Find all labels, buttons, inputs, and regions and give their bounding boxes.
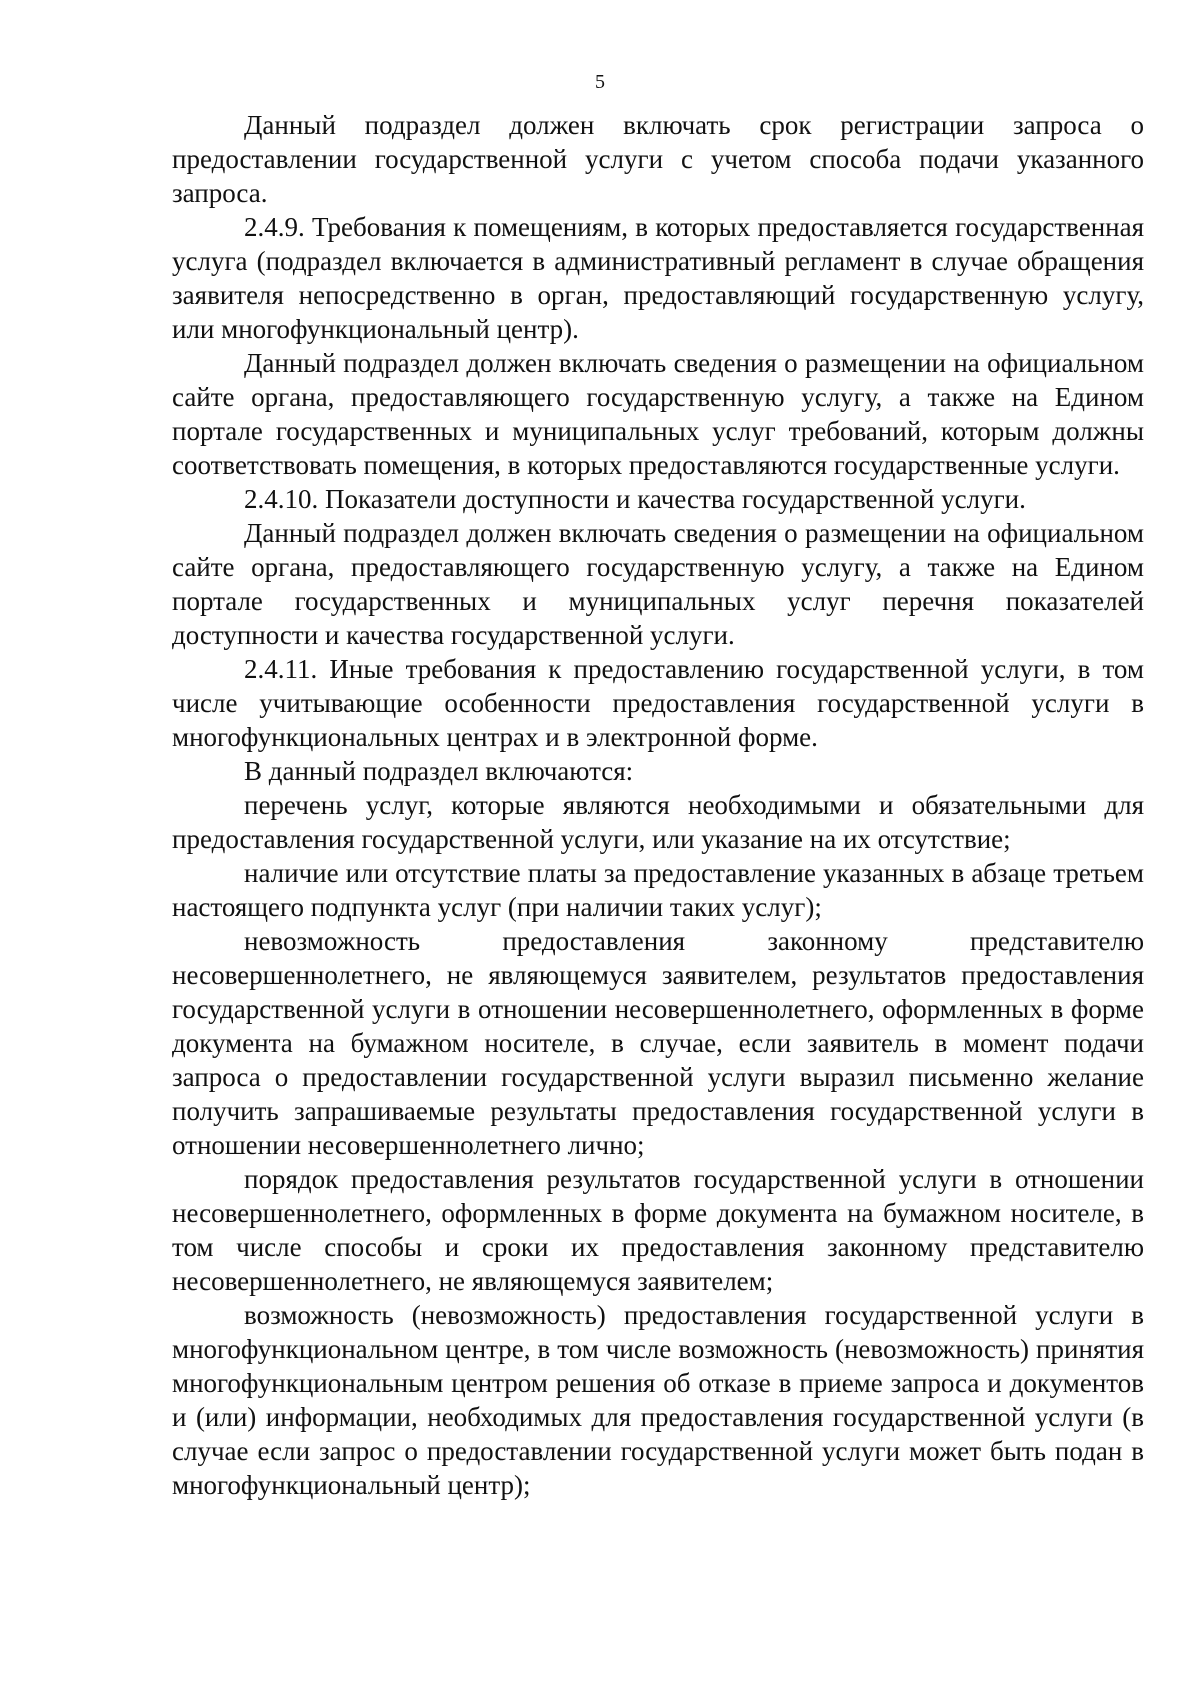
paragraph-subsection-includes: В данный подраздел включаются:	[244, 756, 634, 786]
paragraph-procedure-minor: порядок предоставления результатов государственной услуги в отношении несовершеннолетнего, оформленных в форме документа на бумажном носителе, в том числе способы и сроки их предоставления законному представителю несовершеннолетнего, не являющемуся заявителем;	[172, 1164, 1144, 1296]
paragraph-registration-term: Данный подраздел должен включать срок регистрации запроса о предоставлении государственной услуги с учетом способа подачи указанного запроса.	[172, 110, 1144, 208]
paragraph-2-4-9-heading: 2.4.9. Требования к помещениям, в которых предоставляется государственная услуга (подраздел включается в административный регламент в случае обращения заявителя непосредственно в орган, предоставляющий государственную услугу, или многофункциональный центр).	[172, 212, 1144, 344]
paragraph-2-4-10-heading: 2.4.10. Показатели доступности и качества государственной услуги.	[244, 484, 1026, 514]
paragraph-quality-indicators: Данный подраздел должен включать сведения о размещении на официальном сайте органа, предоставляющего государственную услугу, а также на Едином портале государственных и муниципальных услуг перечня показателей доступности и качества государственной услуги.	[172, 518, 1144, 650]
document-body	[172, 108, 1144, 1502]
paragraph-list-of-services: перечень услуг, которые являются необходимыми и обязательными для предоставления государственной услуги, или указание на их отсутствие;	[172, 790, 1144, 854]
paragraph-fee: наличие или отсутствие платы за предоставление указанных в абзаце третьем настоящего подпункта услуг (при наличии таких услуг);	[172, 858, 1144, 922]
paragraph-impossibility-minor: невозможность предоставления законному представителю несовершеннолетнего, не являющемуся заявителем, результатов предоставления государственной услуги в отношении несовершеннолетнего, оформленных в форме документа на бумажном носителе, в случае, если заявитель в момент подачи запроса о предоставлении государственной услуги выразил письменно желание получить запрашиваемые результаты предоставления государственной услуги в отношении несовершеннолетнего лично;	[172, 926, 1144, 1160]
paragraph-2-4-11-heading: 2.4.11. Иные требования к предоставлению государственной услуги, в том числе учитывающие особенности предоставления государственной услуги в многофункциональных центрах и в электронной форме.	[172, 654, 1144, 752]
page-number: 5	[595, 71, 605, 93]
paragraph-premises-requirements: Данный подраздел должен включать сведения о размещении на официальном сайте органа, предоставляющего государственную услугу, а также на Едином портале государственных и муниципальных услуг требований, которым должны соответствовать помещения, в которых предоставляются государственные услуги.	[172, 348, 1144, 480]
paragraph-mfc-possibility: возможность (невозможность) предоставления государственной услуги в многофункциональном центре, в том числе возможность (невозможность) принятия многофункциональным центром решения об отказе в приеме запроса и документов и (или) информации, необходимых для предоставления государственной услуги (в случае если запрос о предоставлении государственной услуги может быть подан в многофункциональный центр);	[172, 1300, 1144, 1500]
